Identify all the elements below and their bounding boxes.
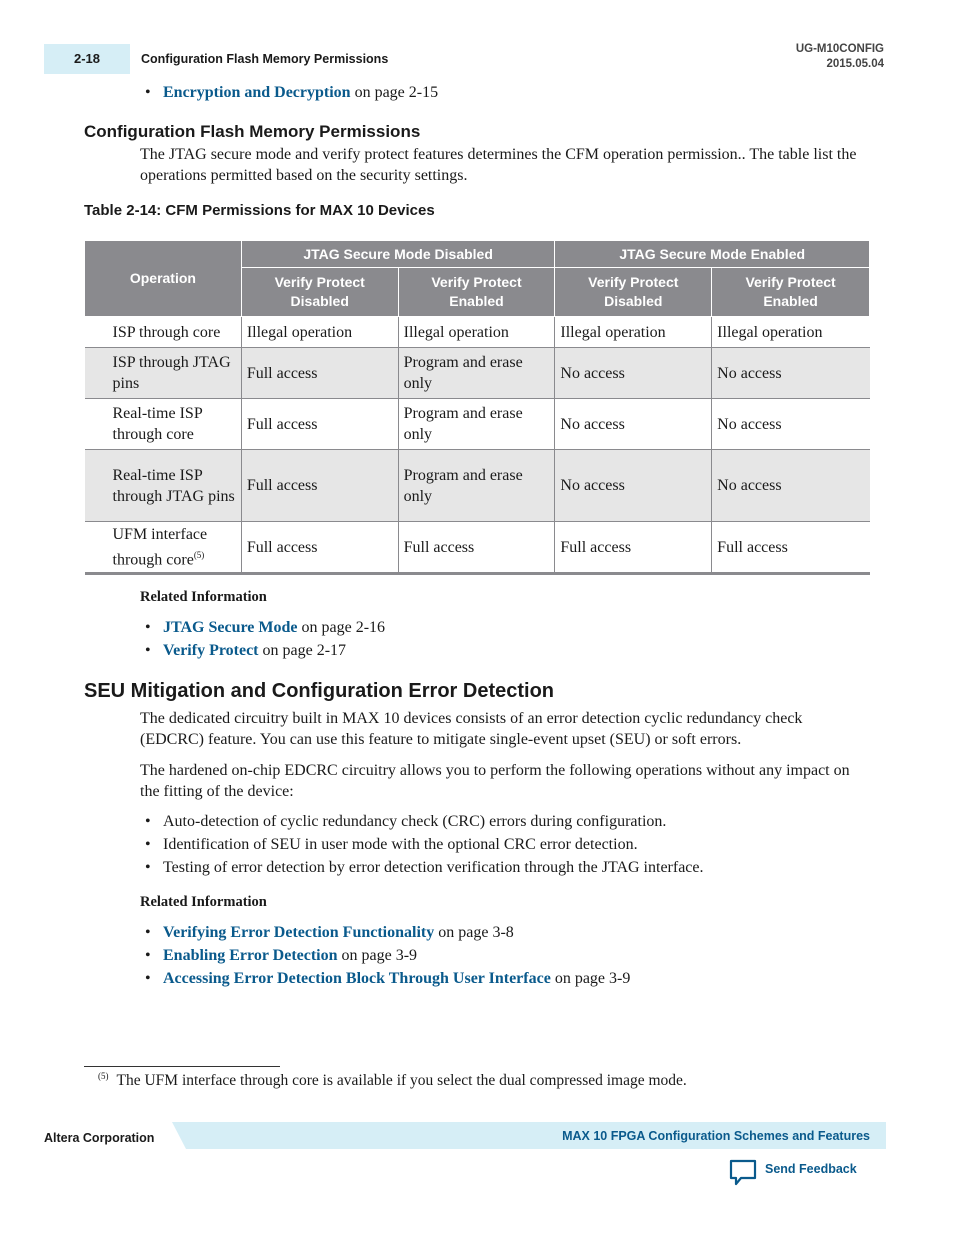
cfm-heading: Configuration Flash Memory Permissions (84, 122, 421, 141)
verifying-error-detection-link[interactable]: Verifying Error Detection Functionality (163, 924, 435, 941)
table-cell: Illegal operation (241, 317, 398, 348)
footnote (98, 1071, 687, 1090)
table-row (85, 522, 870, 574)
list-item: • Testing of error detection by error detection verification through the JTAG interface. (141, 856, 704, 879)
related-info-label: Related Information (140, 894, 267, 910)
doc-date: 2015.05.04 (826, 58, 884, 70)
table-caption: Table 2-14: CFM Permissions for MAX 10 Devices (84, 202, 435, 219)
accessing-error-detection-link[interactable]: Accessing Error Detection Block Through User Interface (163, 970, 551, 987)
page-ref: on page 3-9 (550, 970, 631, 987)
page-ref: on page 3-9 (337, 947, 418, 964)
table-cell: Program and erase only (398, 450, 555, 522)
header-jtag-disabled: JTAG Secure Mode Disabled (241, 241, 555, 268)
table-row (85, 348, 870, 399)
seu-heading: SEU Mitigation and Configuration Error Detection (84, 680, 554, 702)
operation-cell: ISP through core (85, 317, 242, 348)
encryption-link[interactable]: Encryption and Decryption (163, 84, 351, 101)
seu-paragraph-1: The dedicated circuitry built in MAX 10 devices consists of an error detection cyclic redundancy check (EDCRC) feature. You can use this feature to mitigate single-event upset (SEU) or soft errors. (140, 710, 803, 748)
page-ref: on page 2-17 (258, 642, 347, 659)
operation-label: UFM interface through core (112, 525, 208, 569)
jtag-secure-mode-link[interactable]: JTAG Secure Mode (163, 619, 298, 636)
table-cell: Full access (241, 450, 398, 522)
footnote-rule (84, 1066, 280, 1067)
operation-cell: Real-time ISP through core (85, 399, 242, 450)
table-cell: Program and erase only (398, 348, 555, 399)
seu-paragraph-2: The hardened on-chip EDCRC circuitry allows you to perform the following operations without any impact on the fitting of the device: (140, 762, 850, 800)
doc-id-block (796, 42, 884, 72)
table-cell: Full access (712, 522, 870, 574)
table-cell: Full access (398, 522, 555, 574)
table-row (85, 450, 870, 522)
doc-id: UG-M10CONFIG (795, 43, 884, 55)
table-cell: No access (555, 399, 712, 450)
list-item (141, 921, 630, 944)
seu-bullet-list (141, 810, 704, 879)
header-operation: Operation (85, 241, 242, 317)
list-item: • Identification of SEU in user mode with the optional CRC error detection. (141, 833, 704, 856)
related-info-label: Related Information (140, 589, 267, 605)
table-cell: No access (712, 450, 870, 522)
top-bullet-list (141, 81, 438, 104)
company-name: Altera Corporation (44, 1131, 155, 1145)
list-item (141, 944, 630, 967)
table-cell: Full access (241, 522, 398, 574)
list-item (141, 616, 385, 639)
table-cell: Full access (241, 399, 398, 450)
header-verify-enabled: Verify Protect Enabled (712, 268, 870, 317)
enabling-error-detection-link[interactable]: Enabling Error Detection (163, 947, 338, 964)
footnote-ref: (5) (193, 549, 205, 560)
table-cell: Illegal operation (398, 317, 555, 348)
table-cell: Illegal operation (555, 317, 712, 348)
footnote-text: The UFM interface through core is available if you select the dual compressed image mode. (116, 1072, 687, 1090)
table-cell: Program and erase only (398, 399, 555, 450)
verify-protect-link[interactable]: Verify Protect (163, 642, 259, 659)
list-item: • Auto-detection of cyclic redundancy check (CRC) errors during configuration. (141, 810, 704, 833)
footnote-mark: (5) (98, 1071, 109, 1081)
operation-cell: Real-time ISP through JTAG pins (85, 450, 242, 522)
table-cell: No access (712, 348, 870, 399)
feedback-icon[interactable] (728, 1158, 758, 1188)
table-cell: No access (555, 450, 712, 522)
list-item (141, 81, 438, 104)
table-row (85, 399, 870, 450)
header-verify-disabled: Verify Protect Disabled (241, 268, 398, 317)
header-verify-enabled: Verify Protect Enabled (398, 268, 555, 317)
table-cell: Full access (241, 348, 398, 399)
table-row (85, 317, 870, 348)
table-cell: No access (555, 348, 712, 399)
send-feedback-link[interactable]: Send Feedback (765, 1162, 857, 1176)
operation-cell (85, 522, 242, 574)
header-jtag-enabled: JTAG Secure Mode Enabled (555, 241, 870, 268)
header-verify-disabled: Verify Protect Disabled (555, 268, 712, 317)
cfm-paragraph: The JTAG secure mode and verify protect features determines the CFM operation permission.. The table list the operations permitted based on the security settings. (140, 146, 857, 184)
operation-cell: ISP through JTAG pins (85, 348, 242, 399)
table-cell: Full access (555, 522, 712, 574)
page-ref: on page 2-15 (350, 84, 439, 101)
cfm-permissions-table (84, 240, 870, 575)
page-number: 2-18 (73, 51, 101, 66)
related-links-list (141, 616, 385, 662)
footer-doc-title: MAX 10 FPGA Configuration Schemes and Features (562, 1129, 870, 1143)
page-ref: on page 3-8 (434, 924, 514, 941)
page-ref: on page 2-16 (297, 619, 386, 636)
list-item (141, 639, 385, 662)
related-links-list (141, 921, 630, 990)
list-item (141, 967, 630, 990)
running-title: Configuration Flash Memory Permissions (141, 52, 389, 66)
table-cell: Illegal operation (712, 317, 870, 348)
table-cell: No access (712, 399, 870, 450)
